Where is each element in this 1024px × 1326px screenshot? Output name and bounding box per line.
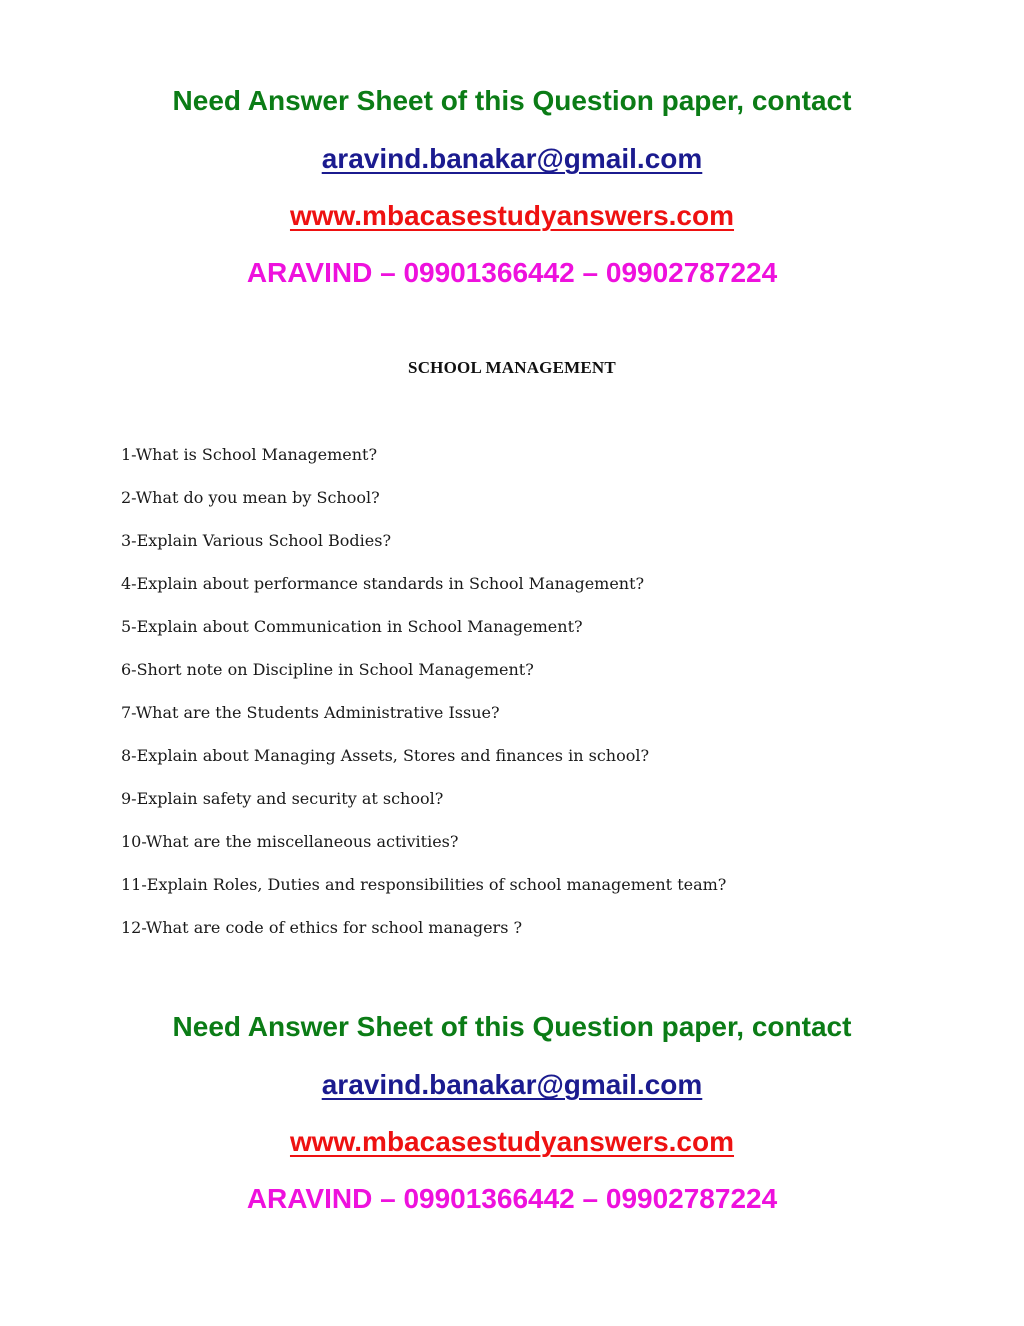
question-item: 9-Explain safety and security at school? xyxy=(121,789,444,808)
need-answer-heading: Need Answer Sheet of this Question paper, contact xyxy=(172,1011,852,1042)
question-item: 7-What are the Students Administrative Issue? xyxy=(121,703,500,722)
question-item: 10-What are the miscellaneous activities? xyxy=(121,832,459,851)
question-item: 1-What is School Management? xyxy=(121,445,378,464)
phone-line: ARAVIND – 09901366442 – 09902787224 xyxy=(246,1183,778,1214)
document-title: SCHOOL MANAGEMENT xyxy=(408,358,616,377)
question-item: 4-Explain about performance standards in School Management? xyxy=(121,574,645,593)
need-answer-heading: Need Answer Sheet of this Question paper, contact xyxy=(172,85,852,116)
question-item: 8-Explain about Managing Assets, Stores and finances in school? xyxy=(121,746,650,765)
phone-line: ARAVIND – 09901366442 – 09902787224 xyxy=(246,257,778,288)
question-list xyxy=(121,444,726,960)
website-link[interactable]: www.mbacasestudyanswers.com xyxy=(289,1126,735,1157)
question-item: 3-Explain Various School Bodies? xyxy=(121,531,392,550)
email-link[interactable]: aravind.banakar@gmail.com xyxy=(321,1069,703,1100)
question-item: 6-Short note on Discipline in School Management? xyxy=(121,660,534,679)
email-link[interactable]: aravind.banakar@gmail.com xyxy=(321,143,703,174)
website-link[interactable]: www.mbacasestudyanswers.com xyxy=(289,200,735,231)
question-item: 12-What are code of ethics for school managers ? xyxy=(121,918,523,937)
question-item: 2-What do you mean by School? xyxy=(121,488,380,507)
question-item: 5-Explain about Communication in School Management? xyxy=(121,617,583,636)
question-item: 11-Explain Roles, Duties and responsibilities of school management team? xyxy=(121,875,727,894)
